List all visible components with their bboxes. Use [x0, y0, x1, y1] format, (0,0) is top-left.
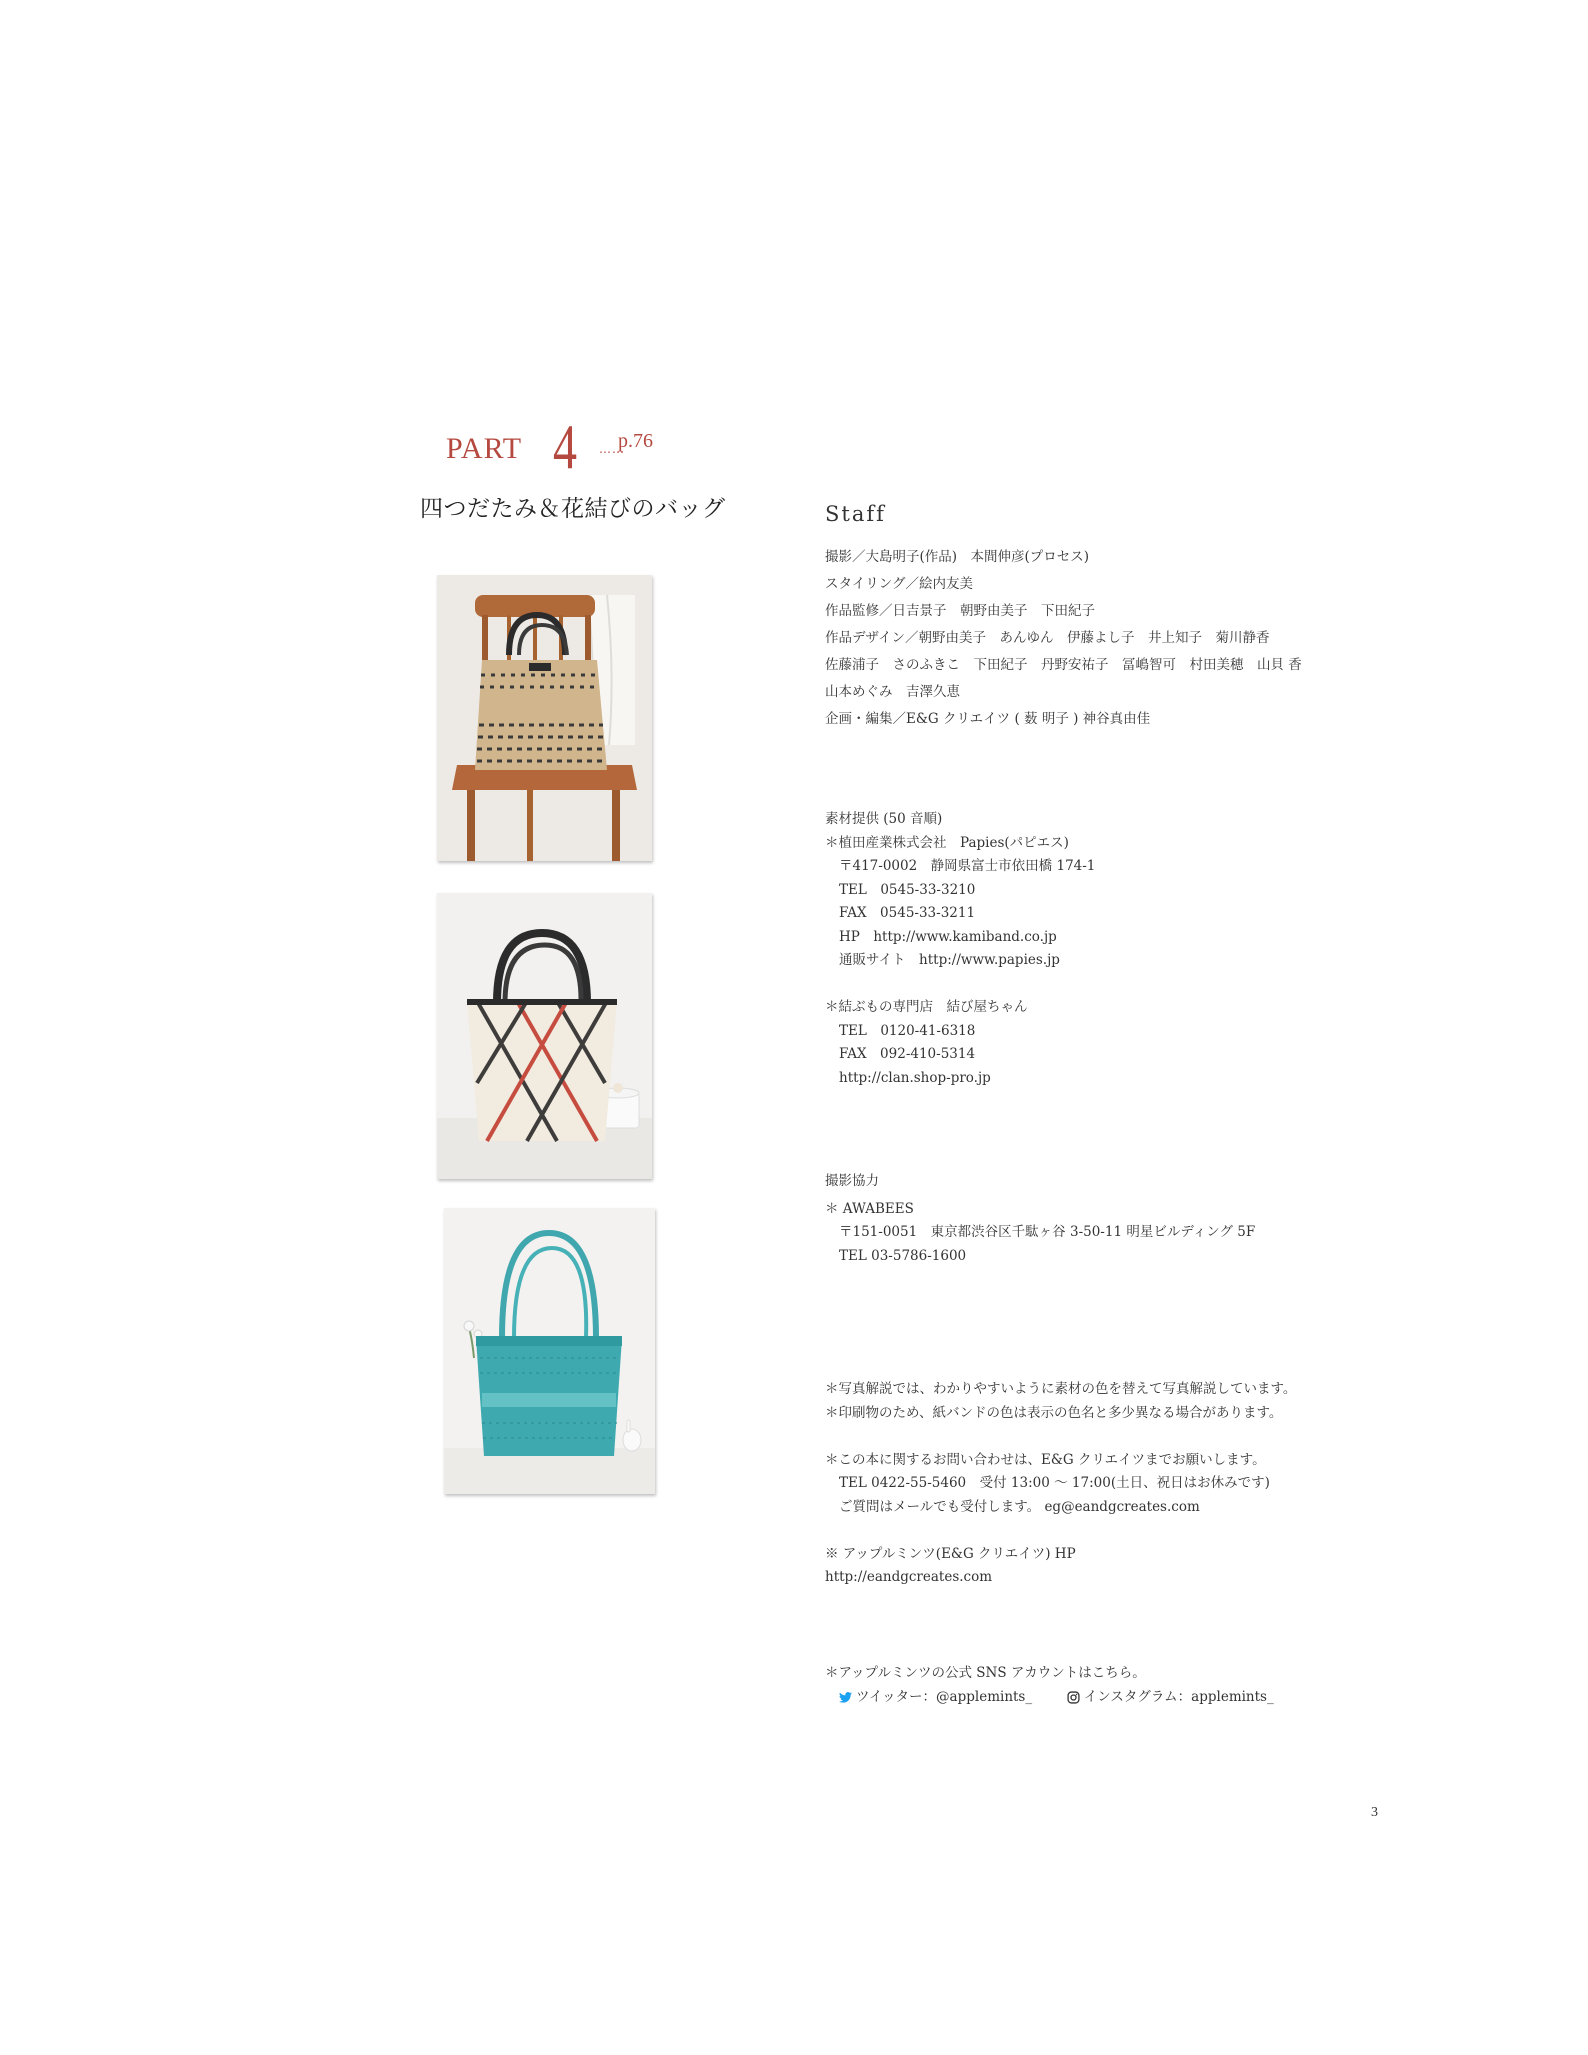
instagram-icon: [1067, 1691, 1080, 1704]
bag-photo-beige: [437, 575, 652, 861]
staff-line: 佐藤浦子 さのふきこ 下田紀子 丹野安祐子 冨嶋智可 村田美穂 山貝 香: [825, 657, 1302, 673]
materials-spacer: [825, 973, 1095, 997]
twitter-handle: ツイッター：@applemints_: [856, 1688, 1033, 1705]
materials-line: 通販サイト http://www.papies.jp: [839, 952, 1060, 968]
materials-line: 〒417-0002 静岡県富士市依田橋 174-1: [839, 858, 1096, 874]
staff-line: 企画・編集／E&G クリエイツ ( 薮 明子 ) 神谷真由佳: [825, 711, 1151, 727]
notes-line: ＊この本に関するお問い合わせは、E&G クリエイツまでお願いします。: [825, 1451, 1266, 1468]
bag-photo-turquoise: [444, 1208, 655, 1494]
staff-line: 山本めぐみ 吉澤久恵: [825, 684, 960, 700]
materials-section: [825, 808, 1095, 1090]
notes-section: [825, 1378, 1296, 1590]
notes-line: ※ アップルミンツ(E&G クリエイツ) HP: [825, 1545, 1076, 1562]
notes-line: ＊写真解説では、わかりやすいように素材の色を替えて写真解説しています。: [825, 1381, 1297, 1397]
twitter-link[interactable]: [839, 1689, 1036, 1705]
instagram-handle: インスタグラム：applemints_: [1083, 1688, 1274, 1705]
materials-line: HP http://www.kamiband.co.jp: [839, 928, 1057, 945]
section-title: 四つだたみ＆花結びのバッグ: [420, 496, 726, 522]
notes-line: TEL 0422-55-5460 受付 13:00 ～ 17:00(土日、祝日はお休みです): [839, 1475, 1270, 1491]
part-number: 4: [553, 411, 577, 482]
instagram-link[interactable]: [1067, 1689, 1274, 1705]
materials-line: TEL 0120-41-6318: [839, 1022, 976, 1039]
staff-line: 作品デザイン／朝野由美子 あんゆん 伊藤よし子 井上知子 菊川静香: [825, 630, 1270, 646]
cooperation-line: ＊ AWABEES: [825, 1200, 914, 1217]
notes-spacer: [825, 1425, 1296, 1449]
part-dots: ……: [599, 442, 625, 456]
staff-line: スタイリング／絵内友美: [825, 576, 973, 592]
sns-intro: ＊アップルミンツの公式 SNS アカウントはこちら。: [825, 1665, 1146, 1681]
twitter-bird-icon: [839, 1692, 852, 1703]
materials-line: ＊結ぶもの専門店 結び屋ちゃん: [825, 999, 1028, 1015]
staff-line: 撮影／大島明子(作品) 本間伸彦(プロセス): [825, 549, 1090, 565]
notes-line: ＊印刷物のため、紙バンドの色は表示の色名と多少異なる場合があります。: [825, 1404, 1283, 1421]
staff-line: 作品監修／日吉景子 朝野由美子 下田紀子: [825, 603, 1095, 619]
materials-line: http://clan.shop-pro.jp: [839, 1069, 991, 1086]
part-page-ref: p.76: [618, 430, 653, 452]
page-number: 3: [1371, 1805, 1378, 1820]
cooperation-line: TEL 03-5786-1600: [839, 1247, 967, 1264]
materials-heading: 素材提供 (50 音順): [825, 811, 943, 827]
sns-accounts: [825, 1686, 1274, 1710]
cooperation-heading: 撮影協力: [825, 1173, 879, 1189]
part-word: PART: [446, 432, 523, 465]
notes-link[interactable]: http://eandgcreates.com: [825, 1569, 993, 1585]
cooperation-section: [825, 1170, 1255, 1268]
notes-spacer: [825, 1519, 1296, 1543]
cooperation-line: 〒151-0051 東京都渋谷区千駄ヶ谷 3-50-11 明星ビルディング 5F: [839, 1224, 1256, 1240]
staff-heading: Staff: [825, 502, 886, 526]
notes-line: ご質問はメールでも受付します。 eg@eandgcreates.com: [839, 1498, 1200, 1515]
materials-line: TEL 0545-33-3210: [839, 881, 976, 898]
materials-line: ＊植田産業株式会社 Papies(パピエス): [825, 834, 1069, 851]
materials-line: FAX 0545-33-3211: [839, 905, 976, 921]
materials-line: FAX 092-410-5314: [839, 1046, 976, 1062]
bag-photo-plaid: [437, 893, 652, 1179]
sns-section: [825, 1662, 1274, 1709]
